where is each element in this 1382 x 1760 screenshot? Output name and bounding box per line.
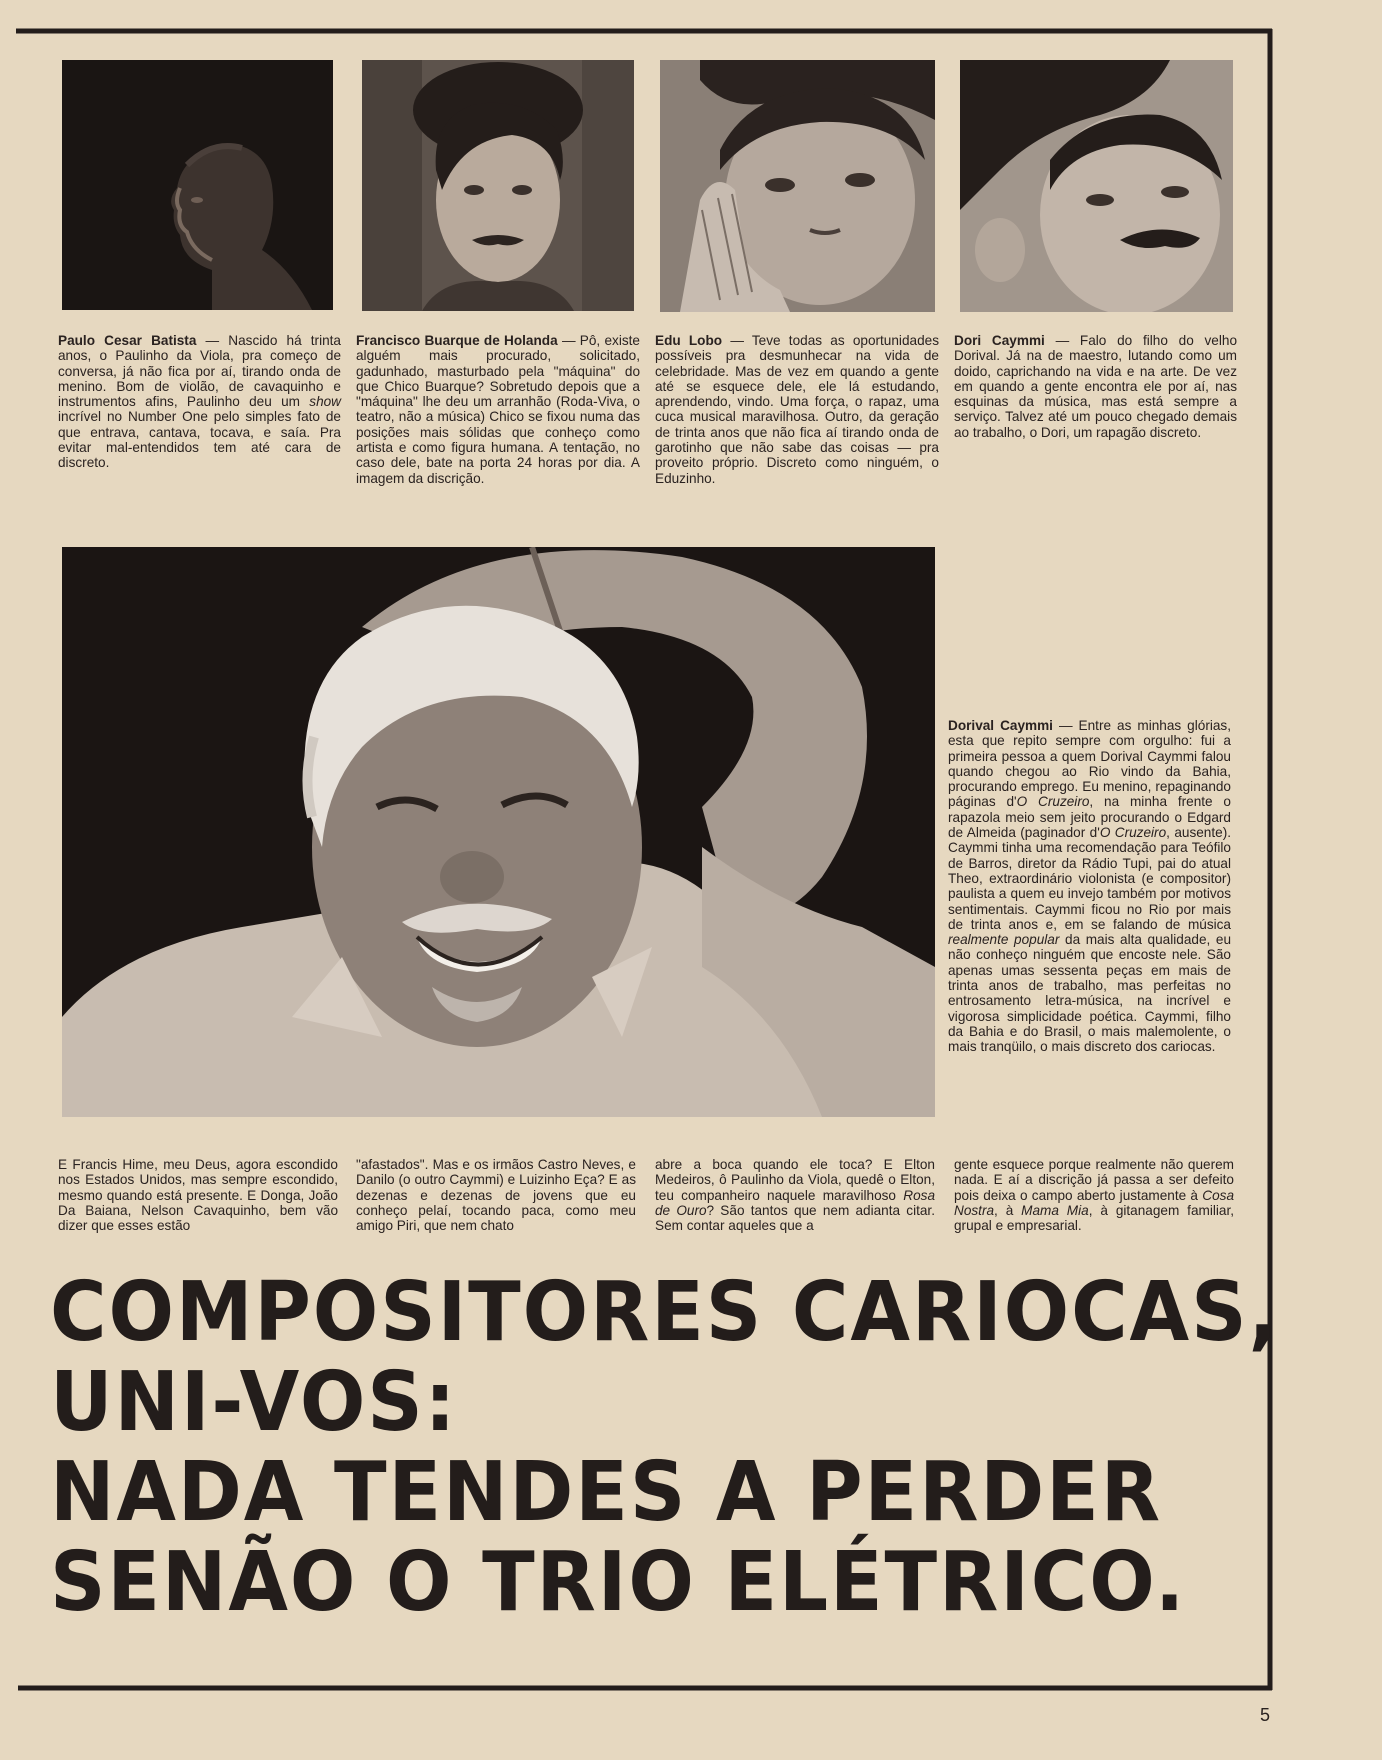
photo-paulo-cesar-batista (62, 60, 333, 310)
body-text: abre a boca quando ele toca? E Elton Medeiros, ô Paulinho da Viola, quedê o Elton, teu companheiro naquele maravilhoso (655, 1157, 935, 1203)
headline-line-1: COMPOSITORES CARIOCAS, (50, 1265, 1280, 1360)
headline-line-4: SENÃO O TRIO ELÉTRICO. (50, 1535, 1187, 1630)
caption-name: Dori Caymmi (954, 333, 1045, 348)
caption-text: , na minha frente o rapazola meio sem jeito procurando o Edgard de Almeida (paginador d' (948, 794, 1231, 841)
body-text: "afastados". Mas e os irmãos Castro Neves, e Danilo (o outro Caymmi) e Luizinho Eça? E as dezenas e dezenas de jovens que eu conheço pelaí, tocando paca, como meu amigo Piri, que nem chato (356, 1157, 636, 1234)
caption-name: Edu Lobo (655, 333, 723, 348)
caption-italic: show (309, 394, 341, 410)
body-column-1 (58, 1157, 338, 1233)
caption-text: — Nascido há trinta anos, o Paulinho da Viola, pra começo de conversa, já não fica por aí, tirando onda de menino. Bom de violão, de cavaquinho e instrumentos afins, Paulinho deu um (58, 333, 341, 410)
caption-italic: realmente popular (948, 932, 1060, 948)
caption-name: Dorival Caymmi (948, 718, 1053, 733)
caption-text: , ausente). Caymmi tinha uma recomendação para Teófilo de Barros, diretor da Rádio Tupi, pai do atual Theo, extraordinário violonista (e compositor) paulista a quem eu invejo também por motivos sentimentais. Caymmi ficou no Rio por mais de trinta anos e, em se falando de música (948, 825, 1232, 932)
photo-dori-caymmi (960, 60, 1233, 312)
body-text: gente esquece porque realmente não querem nada. E aí a discrição já passa a ser defeito pois deixa o campo aberto justamente à (954, 1157, 1234, 1203)
photo-edu-lobo (660, 60, 935, 312)
caption-paulo-cesar-batista (58, 333, 341, 471)
caption-text: da mais alta qualidade, eu não conheço ninguém que encoste nele. São apenas umas sessenta peças em mais de trinta anos de trabalho, mas perfeitas no entrosamento letra-música, na incrível e vigorosa simplicidade poética. Caymmi, filho da Bahia e do Brasil, o mais malemolente, o mais tranqüilo, o mais discreto dos cariocas. (948, 932, 1232, 1055)
body-italic: Cosa Nostra (954, 1187, 1234, 1218)
body-italic: Rosa de Ouro (655, 1187, 935, 1218)
caption-text: — Falo do filho do velho Dorival. Já na de maestro, lutando como um doido, caprichando na vida e na arte. De vez em quando a gente encontra ele por aí, nas esquinas da música, mas está sempre a serviço. Talvez até um pouco chegado demais ao trabalho, o Dori, um rapagão discreto. (954, 333, 1238, 440)
body-column-2 (356, 1157, 636, 1233)
caption-text: — Pô, existe alguém mais procurado, solicitado, gadunhado, masturbado pela "máquina" do que Chico Buarque? Sobretudo depois que a "máquina" lhe deu um arranhão (Roda-Viva, o teatro, não a música) Chico se fixou numa das posições mais sólidas que conheço como artista e como figura humana. A tentação, no caso dele, bate na porta 24 horas por dia. A imagem da discrição. (356, 333, 640, 486)
caption-francisco-buarque (356, 333, 640, 486)
body-column-4 (954, 1157, 1234, 1233)
headline-line-2: UNI-VOS: (50, 1355, 458, 1450)
caption-dori-caymmi (954, 333, 1237, 440)
portrait-large-image (62, 547, 935, 1117)
caption-italic: O Cruzeiro (1099, 825, 1167, 841)
caption-italic: O Cruzeiro (1016, 794, 1090, 810)
body-text: E Francis Hime, meu Deus, agora escondido nos Estados Unidos, mas sempre escondido, mesmo quando está presente. E Donga, João Da Baiana, Nelson Cavaquinho, bem vão dizer que esses estão (58, 1157, 338, 1234)
body-text: ? São tantos que nem adianta citar. Sem contar aqueles que a (655, 1202, 935, 1234)
portrait-image (660, 60, 935, 312)
portrait-image (960, 60, 1233, 312)
caption-dorival-caymmi (948, 718, 1231, 1055)
caption-name: Paulo Cesar Batista (58, 333, 197, 348)
page-number: 5 (1260, 1705, 1271, 1725)
caption-text: — Teve todas as oportunidades possíveis pra desmunhecar na vida de celebridade. Mas de vez em quando a gente até se esquece dele, ele lá estudando, aprendendo, vindo. Uma força, o rapaz, uma cuca musical maravilhosa. Outro, da geração de trinta anos que não fica aí tirando onda de garotinho que não sabe das coisas — pra proveito próprio. Discreto como ninguém, o Eduzinho. (655, 333, 939, 486)
photo-dorival-caymmi (62, 547, 935, 1117)
caption-text: incrível no Number One pelo simples fato de que entrava, cantava, tocava, e saía. Pra evitar mal-entendidos tem até cara de discreto. (58, 409, 341, 471)
portrait-profile-image (62, 60, 333, 310)
body-text: , à (994, 1202, 1022, 1218)
caption-name: Francisco Buarque de Holanda (356, 333, 558, 348)
body-italic: Mama Mia (1021, 1202, 1089, 1218)
caption-edu-lobo (655, 333, 939, 486)
caption-text: — Entre as minhas glórias, esta que repito sempre com orgulho: fui a primeira pessoa a quem Dorival Caymmi falou quando chegou ao Rio vindo da Bahia, procurando emprego. Eu menino, repaginando páginas d' (948, 718, 1232, 810)
portrait-image (362, 60, 634, 311)
headline-line-3: NADA TENDES A PERDER (50, 1445, 1162, 1540)
headline (50, 1265, 1280, 1630)
body-text: , à gitanagem familiar, grupal e empresarial. (954, 1202, 1235, 1234)
photo-francisco-buarque (362, 60, 634, 311)
body-column-3 (655, 1157, 935, 1233)
